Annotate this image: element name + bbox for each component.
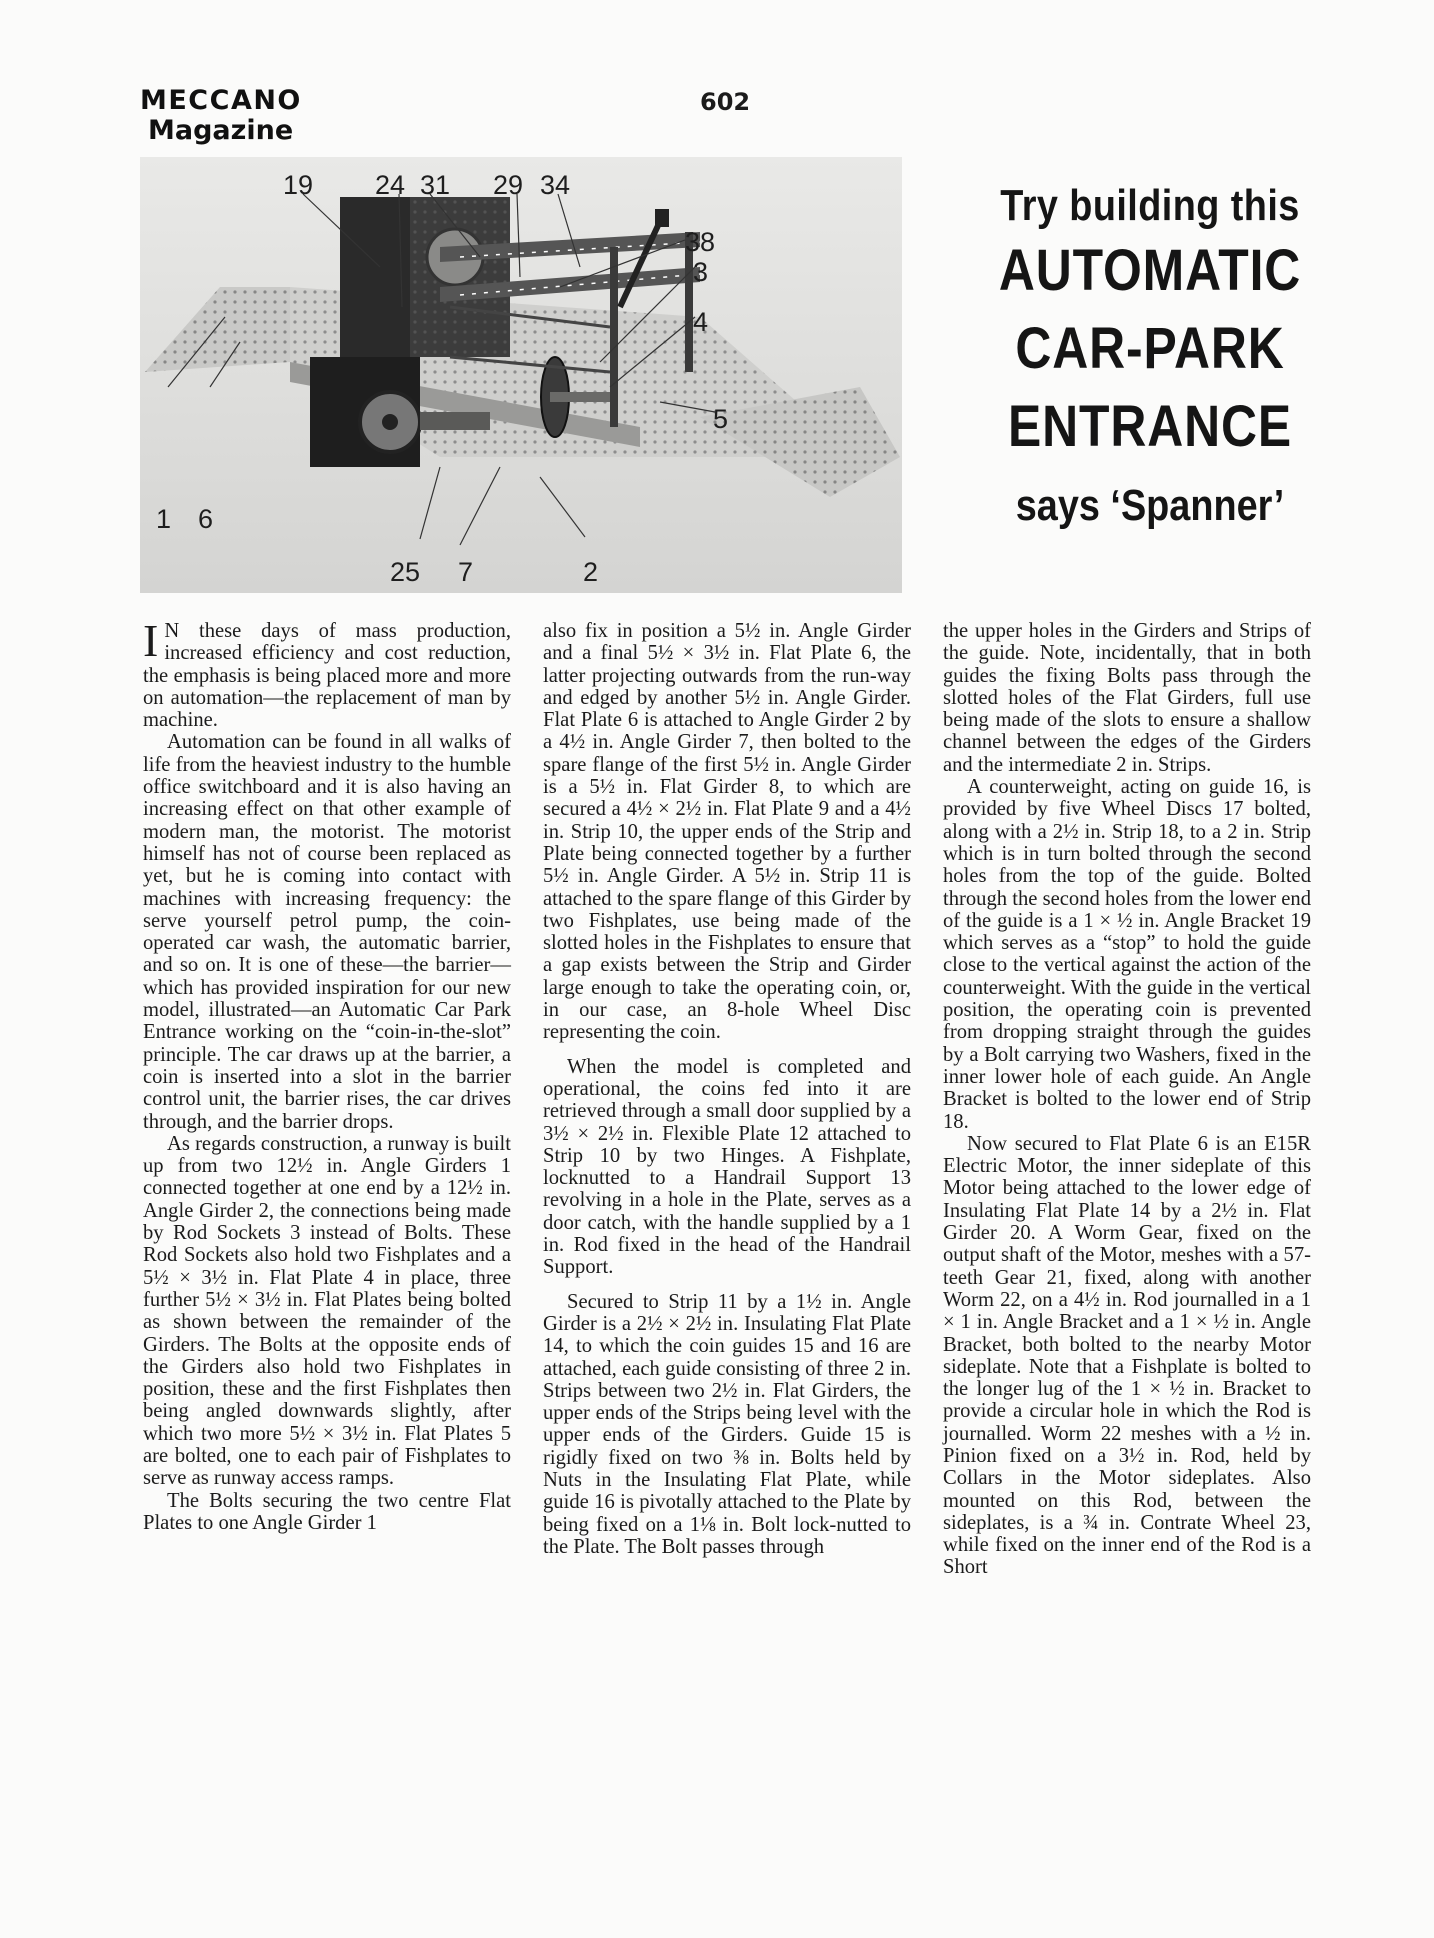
callout-label: 24 <box>375 170 406 200</box>
title-line-1: Try building this <box>1000 181 1300 230</box>
callout-label: 7 <box>458 557 474 587</box>
paragraph-text: When the model is completed and operational, the coins fed into it are retrieved through a small door supplied by a 3½ × 2½ in. Flexible Plate 12 attached to Strip 10 by two Hinges. A Fishplate, locknutted to a Handrail Support 13 revolving in a hole in the Plate, serves as a door catch, with the handle supplied by a 1 in. Rod fixed in the head of the Handrail Support. <box>543 1055 911 1279</box>
callout-label: 1 <box>156 504 172 534</box>
masthead <box>140 86 302 146</box>
callout-label: 5 <box>713 404 729 434</box>
title-line-4: ENTRANCE <box>1007 394 1292 459</box>
model-photograph <box>140 157 902 593</box>
model-illustration <box>140 157 902 593</box>
callout-label: 38 <box>685 227 716 257</box>
brand-line-2: Magazine <box>148 115 294 146</box>
article-paragraph <box>943 620 1311 776</box>
paragraph-text: also fix in position a 5½ in. Angle Girder and a final 5½ × 3½ in. Flat Plate 6, the latter projecting outwards from the run-way and edged by another 5½ in. Angle Girder. Flat Plate 6 is attached to Angle Girder 2 by a 4½ in. Angle Girder 7, then bolted to the spare flange of the first 5½ in. Angle Girder is a 5½ in. Flat Girder 8, to which are secured a 4½ × 2½ in. Flat Plate 9 and a 4½ in. Strip 10, the upper ends of the Strip and Plate being connected together by a further 5½ in. Angle Girder. A 5½ in. Strip 11 is attached to the spare flange of this Girder by two Fishplates, use being made of the slotted holes in the Fishplates to ensure that a gap exists between the Strip and Girder large enough to take the operating coin, or, in our case, an 8-hole Wheel Disc representing the coin. <box>543 620 911 1044</box>
paragraph-text: As regards construction, a runway is built up from two 12½ in. Angle Girders 1 connected together at one end by a 12½ in. Angle Girder 2, the connections being made by Rod Sockets 3 instead of Bolts. These Rod Sockets also hold two Fishplates and a 5½ × 3½ in. Flat Plate 4 in place, three further 5½ × 3½ in. Flat Plates being bolted as shown between the remainder of the Girders. The Bolts at the opposite ends of the Girders also hold two Fishplates in position, these and the first Fishplates then being angled downwards slightly, after which two more 5½ × 3½ in. Flat Plates 5 are bolted, one to each pair of Fishplates to serve as runway access ramps. <box>143 1132 511 1490</box>
paragraph-text: A counterweight, acting on guide 16, is provided by five Wheel Discs 17 bolted, along with a 2½ in. Strip 18, to a 2 in. Strip which is in turn bolted through the second holes from the top of the guide. Bolted through the second holes from the lower end of the guide is a 1 × ½ in. Angle Bracket 19 which serves as a “stop” to hold the guide close to the vertical against the action of the counterweight. With the guide in the vertical position, the operating coin is prevented from dropping straight through the guides by a Bolt carrying two Washers, fixed in the inner lower hole of each guide. An Angle Bracket is bolted to the lower end of Strip 18. <box>943 776 1311 1133</box>
article-paragraph <box>543 1056 911 1279</box>
callout-label: 29 <box>493 170 524 200</box>
title-line-2: AUTOMATIC <box>998 238 1302 303</box>
paragraph-text: the upper holes in the Girders and Strips of the guide. Note, incidentally, that in both guides the fixing Bolts pass through the slotted holes of the Flat Girders, full use being made of the slots to ensure a shallow channel between the edges of the Girders and the intermediate 2 in. Strips. <box>943 620 1311 776</box>
article-paragraph <box>543 620 911 1044</box>
callout-label: 25 <box>390 557 421 587</box>
article-paragraph <box>143 1490 511 1535</box>
article-title <box>930 180 1370 532</box>
article-paragraph <box>943 1133 1311 1579</box>
callout-label: 31 <box>420 170 451 200</box>
callout-label: 19 <box>283 170 314 200</box>
callout-label: 34 <box>540 170 571 200</box>
paragraph-text: The Bolts securing the two centre Flat Plates to one Angle Girder 1 <box>143 1489 511 1534</box>
title-line-5: says ‘Spanner’ <box>1015 481 1285 530</box>
article-paragraph <box>143 1133 511 1490</box>
brand-line-1: MECCANO <box>140 85 302 116</box>
callout-label: 6 <box>198 504 214 534</box>
paragraph-text: Now secured to Flat Plate 6 is an E15R Electric Motor, the inner sideplate of this Motor being attached to the lower edge of Insulating Flat Plate 14 by a 2½ in. Flat Girder 20. A Worm Gear, fixed on the output shaft of the Motor, meshes with a 57-teeth Gear 21, fixed, along with another Worm 22, on a 4½ in. Rod journalled in a 1 × 1 in. Angle Bracket and a 1 × ½ in. Angle Bracket, both bolted to the nearby Motor sideplate. Note that a Fishplate is bolted to the longer lug of the 1 × ½ in. Bracket to provide a circular hole in which the Rod is journalled. Worm 22 meshes with a ½ in. Pinion fixed on a 3½ in. Rod, held by Collars in the Motor sideplates. Also mounted on this Rod, between the sideplates, is a ¾ in. Contrate Wheel 23, while fixed on the inner end of the Rod is a Short <box>943 1132 1311 1579</box>
article-column-3 <box>943 620 1311 1579</box>
callout-label: 4 <box>693 307 709 337</box>
article-paragraph <box>143 615 511 732</box>
title-line-3: CAR-PARK <box>1015 316 1285 381</box>
callout-label: 2 <box>583 557 599 587</box>
page-number: 602 <box>700 88 751 116</box>
paragraph-text: N these days of mass production, increased efficiency and cost reduction, the emphasis is being placed more and more on automation—the replacement of man by machine. <box>143 620 511 732</box>
drop-cap: I <box>143 615 159 666</box>
article-paragraph <box>943 776 1311 1133</box>
callout-label: 3 <box>693 257 709 287</box>
article-column-1 <box>143 615 511 1534</box>
article-paragraph <box>143 731 511 1132</box>
paragraph-text: Secured to Strip 11 by a 1½ in. Angle Girder is a 2½ × 2½ in. Insulating Flat Plate 14, to which the coin guides 15 and 16 are attached, each guide consisting of three 2 in. Strips between two 2½ in. Flat Girders, the upper ends of the Strips being level with the upper ends of the Girders. Guide 15 is rigidly fixed on two ⅜ in. Bolts held by Nuts in the Insulating Flat Plate, while guide 16 is pivotally attached to the Plate by being fixed on a 1⅛ in. Bolt lock-nutted to the Plate. The Bolt passes through <box>543 1290 911 1558</box>
article-column-2 <box>543 620 911 1558</box>
paragraph-text: Automation can be found in all walks of life from the heaviest industry to the humble office switchboard and it is also having an increasing effect on that other example of modern man, the motorist. The motorist himself has not of course been replaced as yet, but he is coming into contact with machines with increasing frequency: the serve yourself petrol pump, the coin-operated car wash, the automatic barrier, and so on. It is one of these—the barrier—which has provided inspiration for our new model, illustrated—an Automatic Car Park Entrance working on the “coin-in-the-slot” principle. The car draws up at the barrier, a coin is inserted into a slot in the barrier control unit, the barrier rises, the car drives through, and the barrier drops. <box>143 731 511 1133</box>
article-paragraph <box>543 1291 911 1559</box>
